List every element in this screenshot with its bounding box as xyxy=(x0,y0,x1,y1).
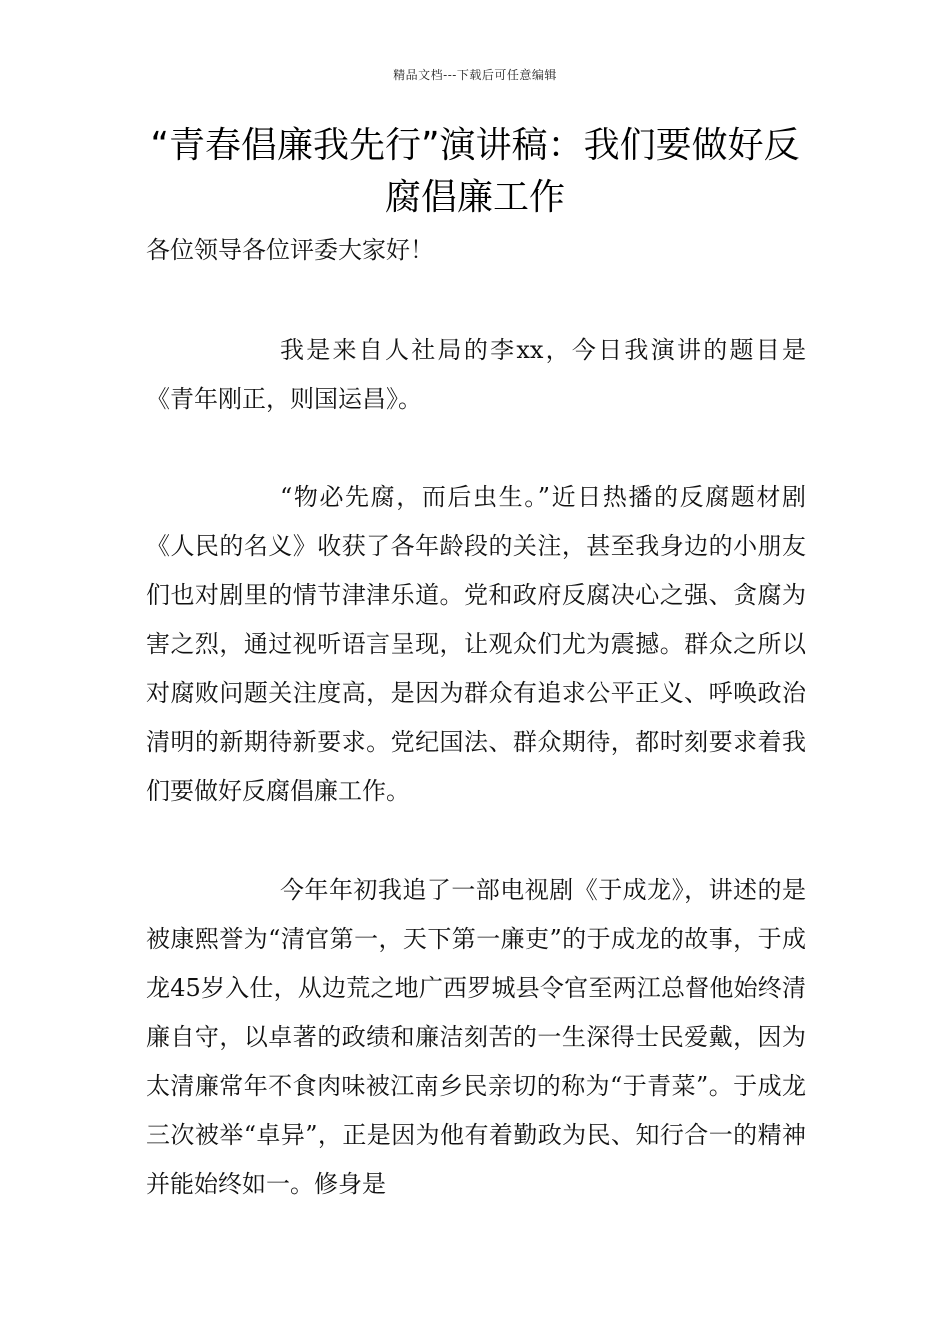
paragraph: 我是来自人社局的李xx，今日我演讲的题目是《青年刚正，则国运昌》。 xyxy=(146,336,806,413)
page-header: 精品文档---下载后可任意编辑 xyxy=(393,68,557,82)
document-title: “青春倡廉我先行”演讲稿：我们要做好反腐倡廉工作 xyxy=(150,125,800,218)
paragraph: “物必先腐，而后虫生。”近日热播的反腐题材剧《人民的名义》收获了各年龄段的关注，甚至我身边的小朋友们也对剧里的情节津津乐道。党和政府反腐决心之强、贪腐为害之烈，通过视听语言呈现，让观众们尤为震撼。群众之所以对腐败问题关注度高，是因为群众有追求公平正义、呼唤政治清明的新期待新要求。党纪国法、群众期待，都时刻要求着我们要做好反腐倡廉工作。 xyxy=(146,483,806,805)
greeting: 各位领导各位评委大家好！ xyxy=(146,236,434,264)
paragraph: 今年年初我追了一部电视剧《于成龙》，讲述的是被康熙誉为“清官第一，天下第一廉吏”的于成龙的故事，于成龙45岁入仕，从边荒之地广西罗城县令官至两江总督他始终清廉自守，以卓著的政绩和廉洁刻苦的一生深得士民爱戴，因为太清廉常年不食肉味被江南乡民亲切的称为“于青菜”。于成龙三次被举“卓异”，正是因为他有着勤政为民、知行合一的精神并能始终如一。修身是 xyxy=(146,876,806,1198)
